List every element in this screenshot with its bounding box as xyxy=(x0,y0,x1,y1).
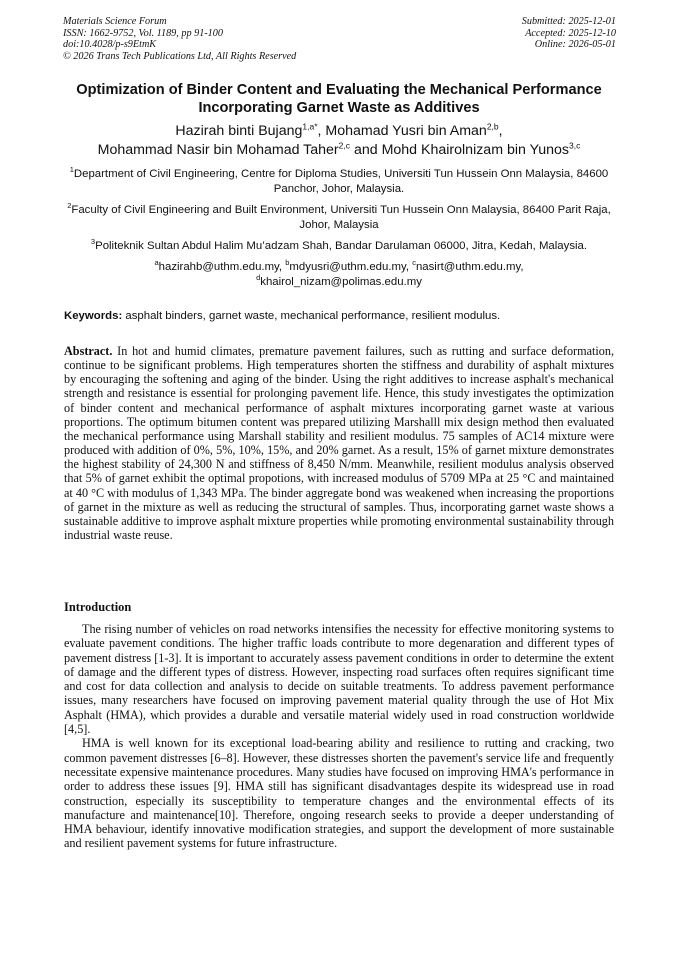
section-heading-introduction: Introduction xyxy=(64,600,132,614)
affiliation-3 xyxy=(62,239,616,254)
email-address: khairol_nizam@polimas.edu.my xyxy=(260,276,422,288)
affiliation-1 xyxy=(62,167,616,197)
email-mark: b xyxy=(285,258,290,268)
accepted-date: Accepted: 2025-12-10 xyxy=(525,27,616,39)
email-list xyxy=(62,260,616,290)
abstract-text: In hot and humid climates, premature pavement failures, such as rutting and surface deformation, continue to be significant problems. High temperatures shorten the stiffness and durability of asphalt mixtures by encouraging the softening and aging of the binder. Using the right additives to increase asphalt's mechanical strength and resistance is essential for prolonging pavement life. Hence, this study investigates the optimization of binder content and mechanical performance of asphalt mixtures incorporating garnet waste at various proportions. The optimum bitumen content was prepared utilizing Marshalll mix design method then evaluated the mechanical performance using Marshall stability and resilient modulus. 75 samples of AC14 mixture were produced with addition of 0%, 5%, 10%, 15%, and 20% garnet. As a result, 15% of garnet mixture demonstrates the highest stability of 24,300 N and stiffness of 8,450 N/mm. Meanwhile, resilient modulus analysis observed that 5% of garnet exhibit the optimal propotions, with increased modulus of 5709 MPa at 25 °C and maintained at 40 °C with modulus of 1,343 MPa. The binder aggregate bond was weakened when increasing the proportions of garnet in the mixture as well as reducing the structural of samples. Thus, incorporating garnet waste shows a sustainable additive to improve asphalt mixture properties while promoting environmental sustainability through industrial waste reuse. xyxy=(64,344,614,543)
journal-copyright: © 2026 Trans Tech Publications Ltd, All Rights Reserved xyxy=(63,50,297,62)
journal-doi: doi:10.4028/p-s9EtmK xyxy=(63,39,157,51)
abstract-label: Abstract. xyxy=(64,344,113,358)
affiliation-mark: 3 xyxy=(90,237,96,247)
paragraph: HMA is well known for its exceptional load-bearing ability and resilience to rutting and cracking, two common pavement distresses [6–8]. However, these distresses shorten the pavement's service life and frequently necessitate expensive maintenance procedures. Many studies have focused on improving HMA's performance in order to address these issues [9]. HMA still has significant disadvantages despite its widespread use in road construction, especially its susceptibility to temperature changes and the environmental effects of its manufacture and maintenance[10]. Therefore, ongoing research seeks to provide a deeper understanding of HMA behaviour, identify innovative modification strategies, and support the development of more sustainable and resilient pavement systems for future infrastructure. xyxy=(64,736,614,851)
author-affiliation-mark: 1,a* xyxy=(302,121,318,132)
author-separator: , xyxy=(498,123,503,139)
submitted-date: Submitted: 2025-12-01 xyxy=(521,16,616,27)
affiliation-mark: 2 xyxy=(67,201,72,211)
author-affiliation-mark: 2,c xyxy=(338,140,351,151)
author-name: Mohd Khairolnizam bin Yunos xyxy=(381,142,570,158)
email-address: mdyusri@uthm.edu.my, xyxy=(289,261,413,273)
author-affiliation-mark: 2,b xyxy=(486,121,499,132)
author-separator: and xyxy=(350,142,382,158)
introduction-body xyxy=(64,622,614,851)
email-mark: d xyxy=(256,273,261,283)
journal-issn: ISSN: 1662-9752, Vol. 1189, pp 91-100 xyxy=(63,27,223,39)
abstract xyxy=(64,344,614,542)
email-address: nasirt@uthm.edu.my, xyxy=(415,261,524,273)
author-name: Mohammad Nasir bin Mohamad Taher xyxy=(97,142,339,158)
keywords-label: Keywords: xyxy=(64,310,123,322)
email-address: hazirahb@uthm.edu.my, xyxy=(158,261,286,273)
author-name: Hazirah binti Bujang xyxy=(175,123,303,139)
journal-info xyxy=(63,16,296,62)
affiliation-mark: 1 xyxy=(69,165,74,175)
journal-name: Materials Science Forum xyxy=(63,16,167,27)
paragraph: The rising number of vehicles on road networks intensifies the necessity for effective monitoring systems to evaluate pavement conditions. The higher traffic loads contribute to more degenaration and different types of pavement distress [1-3]. It is important to accurately assess pavement conditions in order to determine the extent of damage and the different types of distress. However, inspecting road surfaces often requires significant time and cost for data collection and analysis to decide on suitable treatments. To address pavement performance issues, many researchers have focused on improving pavement material quality through the use of Hot Mix Asphalt (HMA), which provides a durable and versatile material widely used in road construction worldwide [4,5]. xyxy=(64,622,614,737)
affiliation-2 xyxy=(62,203,616,233)
submission-dates xyxy=(522,16,616,51)
online-date: Online: 2026-05-01 xyxy=(534,39,616,51)
email-mark: a xyxy=(154,258,159,268)
affiliation-text: Politeknik Sultan Abdul Halim Mu’adzam Shah, Bandar Darulaman 06000, Jitra, Kedah, Malaysia. xyxy=(95,240,588,252)
affiliation-text: Department of Civil Engineering, Centre for Diploma Studies, Universiti Tun Hussein Onn Malaysia, 84600 Panchor, Johor, Malaysia. xyxy=(73,168,609,195)
email-mark: c xyxy=(412,258,416,268)
affiliation-text: Faculty of Civil Engineering and Built Environment, Universiti Tun Hussein Onn Malaysia, 86400 Parit Raja, Johor, Malaysia xyxy=(71,204,611,231)
keywords-text: asphalt binders, garnet waste, mechanical performance, resilient modulus. xyxy=(122,310,501,322)
author-affiliation-mark: 3,c xyxy=(569,140,581,151)
paper-title: Optimization of Binder Content and Evaluating the Mechanical Performance Incorporating Garnet Waste as Additives xyxy=(76,82,602,116)
author-separator: , xyxy=(317,123,326,139)
keywords xyxy=(64,309,616,324)
author-list xyxy=(40,122,638,160)
author-name: Mohamad Yusri bin Aman xyxy=(325,123,487,139)
